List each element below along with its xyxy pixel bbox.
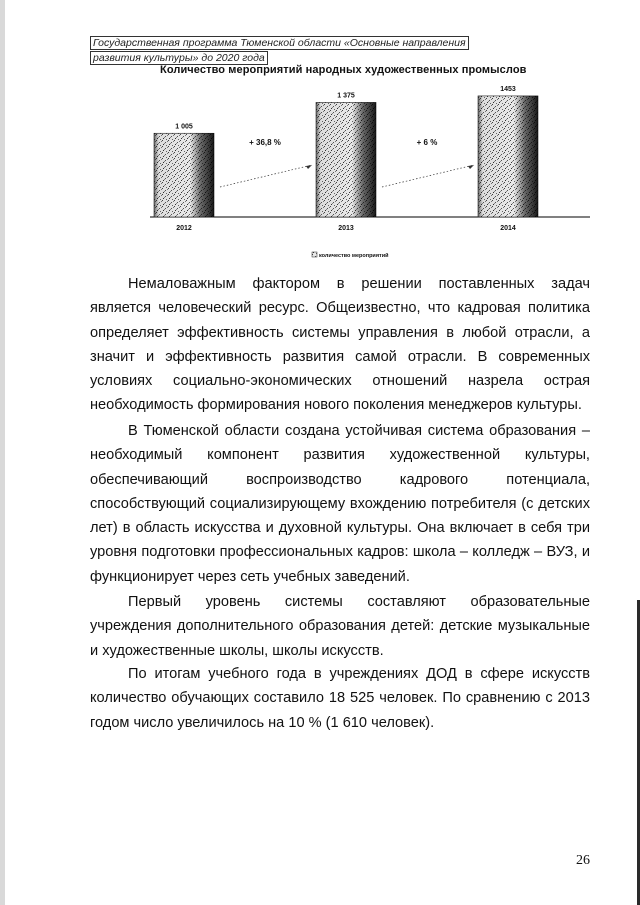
growth-annotation-1: + 36,8 % <box>249 138 281 147</box>
page-number: 26 <box>576 853 590 868</box>
bar-shade-2013 <box>316 102 376 217</box>
tick-label-2012: 2012 <box>176 225 192 232</box>
paragraph-1: Немаловажным фактором в решении поставленных задач является человеческий ресурс. Общеизвестно, что кадровая политика определяет эффективность системы управления в любой отрасли, а значит и эффективность развития самой отрасли. В современных условиях социально-экономических отношений назрела острая необходимость формирования нового поколения менеджеров культуры. <box>90 276 590 414</box>
tick-label-2014: 2014 <box>500 225 516 232</box>
trend-arrowhead-1 <box>306 165 312 169</box>
trend-line-2 <box>382 165 474 187</box>
paragraph-3: Первый уровень системы составляют образовательные учреждения дополнительного образования детей: детские музыкальные и художественные школы, школы искусств. <box>90 594 590 659</box>
chart-title: Количество мероприятий народных художественных промыслов <box>160 64 527 76</box>
growth-annotation-2: + 6 % <box>416 138 438 147</box>
document-header <box>90 36 466 66</box>
paragraph-2: В Тюменской области создана устойчивая система образования – необходимый компонент развития художественной культуры, обеспечивающий воспроизводство кадрового потенциала, способствующий социализирующему вхождению потребителя (с детских лет) в область искусства и духовной культуры. Она включает в себя три уровня подготовки профессиональных кадров: школа – колледж – ВУЗ, и функционирует через сеть учебных заведений. <box>90 423 590 585</box>
scan-edge <box>0 0 5 905</box>
trend-line-1 <box>220 165 312 187</box>
bar-shade-2012 <box>154 133 214 217</box>
legend-label: количество мероприятий <box>319 253 389 259</box>
header-line-2: развития культуры» до 2020 года <box>90 51 268 65</box>
data-label-2014: 1453 <box>500 85 516 93</box>
data-label-2012: 1 005 <box>175 123 193 131</box>
bar-chart <box>150 80 590 260</box>
paragraph-4: По итогам учебного года в учреждениях ДОД в сфере искусств количество обучающих составило 18 525 человек. По сравнению с 2013 годом число увеличилось на 10 % (1 610 человек). <box>90 666 590 731</box>
header-line-1: Государственная программа Тюменской области «Основные направления <box>90 36 469 50</box>
tick-label-2013: 2013 <box>338 225 354 232</box>
bar-shade-2014 <box>478 96 538 217</box>
legend-swatch <box>312 252 317 257</box>
trend-arrowhead-2 <box>468 165 474 169</box>
data-label-2013: 1 375 <box>337 92 355 100</box>
